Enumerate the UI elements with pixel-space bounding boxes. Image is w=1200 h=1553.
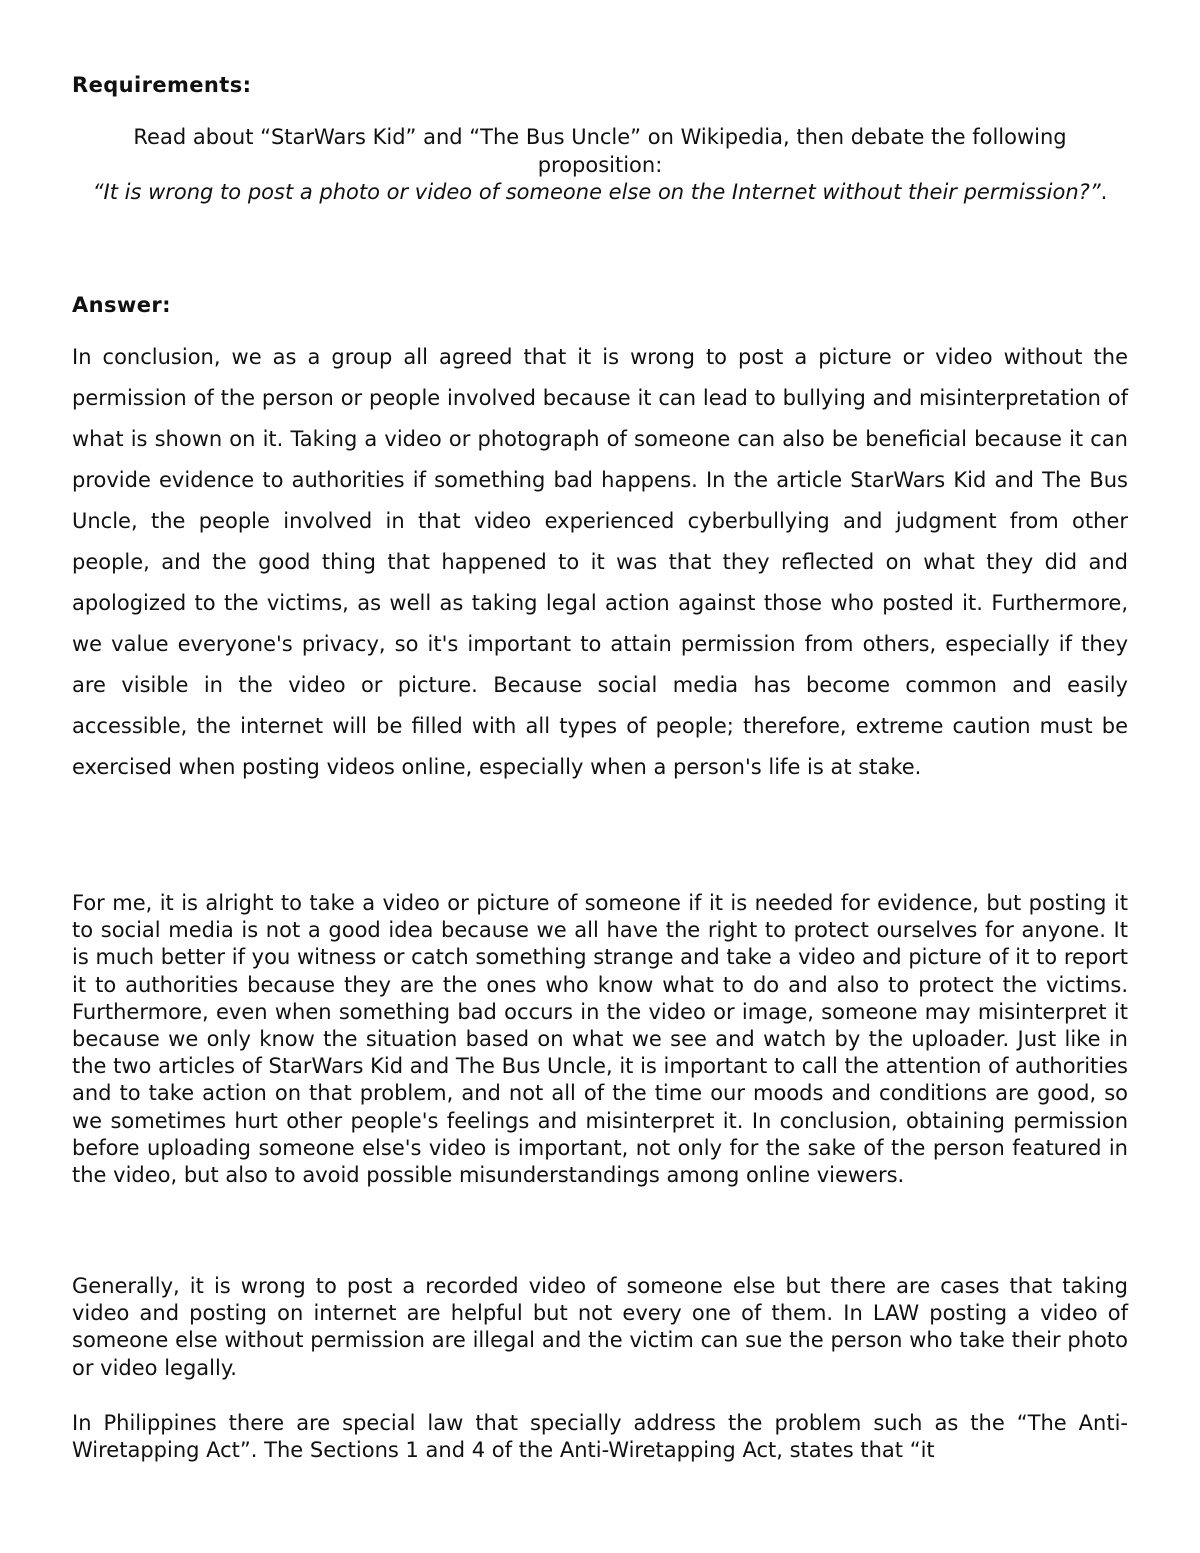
proposition-line <box>72 179 1128 207</box>
requirements-block <box>72 124 1128 207</box>
requirements-heading: Requirements: <box>72 73 252 97</box>
answer-paragraph-3: Generally, it is wrong to post a recorded video of someone else but there are cases that taking video and posting on internet are helpful but not every one of them. In LAW posting a video of someone else without permission are illegal and the victim can sue the person who take their photo or video legally. <box>72 1274 1128 1380</box>
answer-paragraph-1: In conclusion, we as a group all agreed that it is wrong to post a picture or video without the permission of the person or people involved because it can lead to bullying and misinterpretation of what is shown on it. Taking a video or photograph of someone can also be beneficial because it can provide evidence to authorities if something bad happens. In the article StarWars Kid and The Bus Uncle, the people involved in that video experienced cyberbullying and judgment from other people, and the good thing that happened to it was that they reflected on what they did and apologized to the victims, as well as taking legal action against those who posted it. Furthermore, we value everyone's privacy, so it's important to attain permission from others, especially if they are visible in the video or picture. Because social media has become common and easily accessible, the internet will be filled with all types of people; therefore, extreme caution must be exercised when posting videos online, especially when a person's life is at stake. <box>72 345 1128 779</box>
answer-paragraph-2: For me, it is alright to take a video or picture of someone if it is needed for evidence, but posting it to social media is not a good idea because we all have the right to protect ourselves for anyone. It is much better if you witness or catch something strange and take a video and picture of it to report it to authorities because they are the ones who know what to do and also to protect the victims. Furthermore, even when something bad occurs in the video or image, someone may misinterpret it because we only know the situation based on what we see and watch by the uploader. Just like in the two articles of StarWars Kid and The Bus Uncle, it is important to call the attention of authorities and to take action on that problem, and not all of the time our moods and conditions are good, so we sometimes hurt other people's feelings and misinterpret it. In conclusion, obtaining permission before uploading someone else's video is important, not only for the sake of the person featured in the video, but also to avoid possible misunderstandings among online viewers. <box>72 891 1128 1188</box>
answer-heading: Answer: <box>72 293 171 317</box>
proposition-period: . <box>1100 180 1108 204</box>
proposition-text: “It is wrong to post a photo or video of someone else on the Internet without their permission?” <box>92 180 1101 204</box>
requirements-instruction: Read about “StarWars Kid” and “The Bus Uncle” on Wikipedia, then debate the following proposition: <box>133 125 1067 177</box>
answer-paragraph-4: In Philippines there are special law that specially address the problem such as the “The Anti-Wiretapping Act”. The Sections 1 and 4 of the Anti-Wiretapping Act, states that “it <box>72 1411 1128 1463</box>
